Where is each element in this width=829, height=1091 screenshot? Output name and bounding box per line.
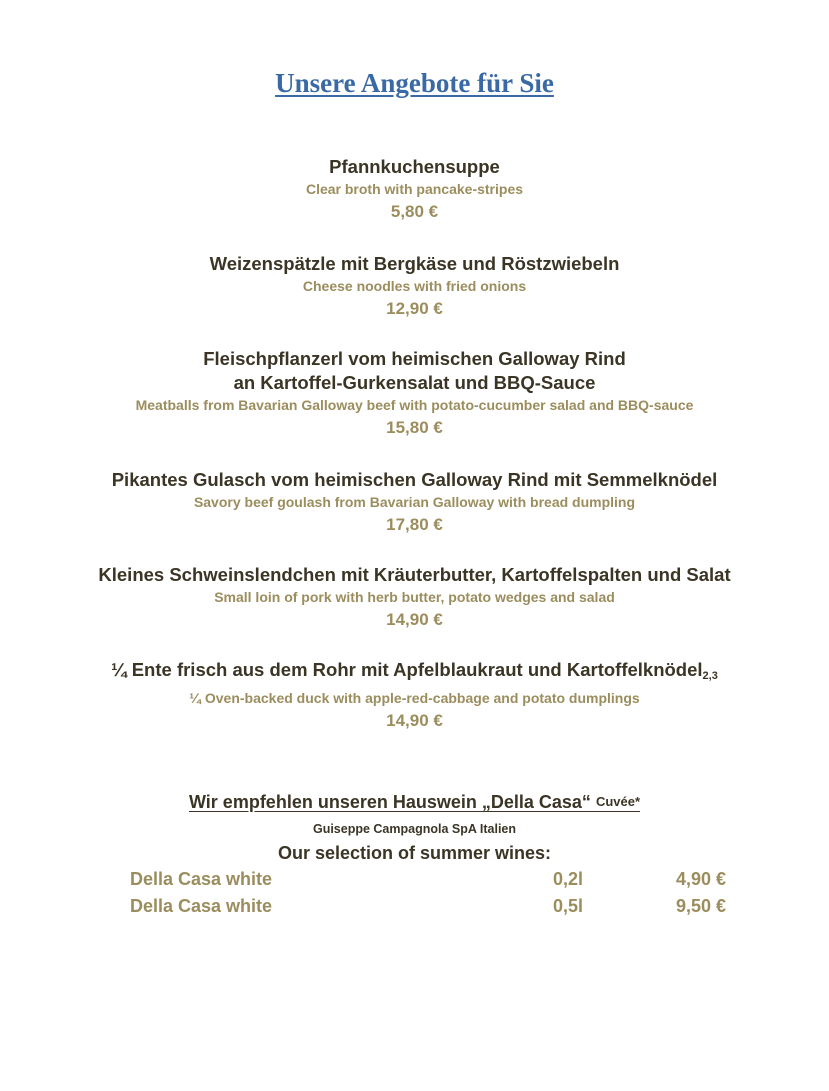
dish-name: Pfannkuchensuppe (329, 156, 500, 177)
menu-item (0, 252, 829, 322)
wine-volume: 0,2l (553, 869, 584, 889)
wine-heading-suffix: Cuvée* (595, 794, 641, 809)
dish-price: 15,80 € (386, 418, 443, 437)
menu-item (0, 658, 829, 734)
wine-row (0, 896, 829, 922)
dish-name (0, 658, 829, 688)
wine-row (0, 869, 829, 895)
wine-selection-label: Our selection of summer wines: (277, 843, 552, 863)
wine-volume: 0,5l (553, 896, 584, 916)
dish-price: 17,80 € (386, 515, 443, 534)
dish-name-text: ¼ Ente frisch aus dem Rohr mit Apfelblaukraut und Kartoffelknödel (111, 659, 703, 680)
menu-item (0, 155, 829, 225)
wine-heading (0, 792, 829, 813)
menu-item (0, 563, 829, 633)
wine-price: 4,90 € (675, 869, 726, 889)
dish-name-line2: an Kartoffel-Gurkensalat und BBQ-Sauce (233, 372, 596, 393)
dish-description: Meatballs from Bavarian Galloway beef with potato-cucumber salad and BBQ-sauce (135, 397, 694, 413)
dish-price: 14,90 € (386, 711, 443, 730)
dish-description: ¼ Oven-backed duck with apple-red-cabbage and potato dumplings (189, 690, 640, 706)
dish-price: 12,90 € (386, 299, 443, 318)
dish-description: Savory beef goulash from Bavarian Galloway with bread dumpling (193, 494, 636, 510)
wine-name: Della Casa white (130, 869, 273, 889)
dish-description: Clear broth with pancake-stripes (305, 181, 524, 197)
wine-name: Della Casa white (130, 896, 273, 916)
dish-price: 14,90 € (386, 610, 443, 629)
dish-description: Cheese noodles with fried onions (302, 278, 527, 294)
dish-price: 5,80 € (390, 202, 439, 221)
wine-price: 9,50 € (675, 896, 726, 916)
menu-item (0, 468, 829, 538)
dish-description: Small loin of pork with herb butter, potato wedges and salad (214, 589, 615, 605)
dish-name: Weizenspätzle mit Bergkäse und Röstzwiebeln (209, 253, 620, 274)
dish-name-line1: Fleischpflanzerl vom heimischen Galloway Rind (203, 348, 626, 369)
wine-producer: Guiseppe Campagnola SpA Italien (312, 822, 517, 836)
page-title: Unsere Angebote für Sie (275, 68, 554, 98)
wine-heading-text (189, 792, 640, 812)
menu-item (0, 347, 829, 441)
allergen-codes: 2,3 (702, 670, 718, 682)
dish-name: Kleines Schweinslendchen mit Kräuterbutter, Kartoffelspalten und Salat (98, 564, 731, 585)
dish-name: Pikantes Gulasch vom heimischen Galloway Rind mit Semmelknödel (111, 469, 718, 490)
wine-heading-main: Wir empfehlen unseren Hauswein „Della Casa“ (188, 792, 591, 812)
